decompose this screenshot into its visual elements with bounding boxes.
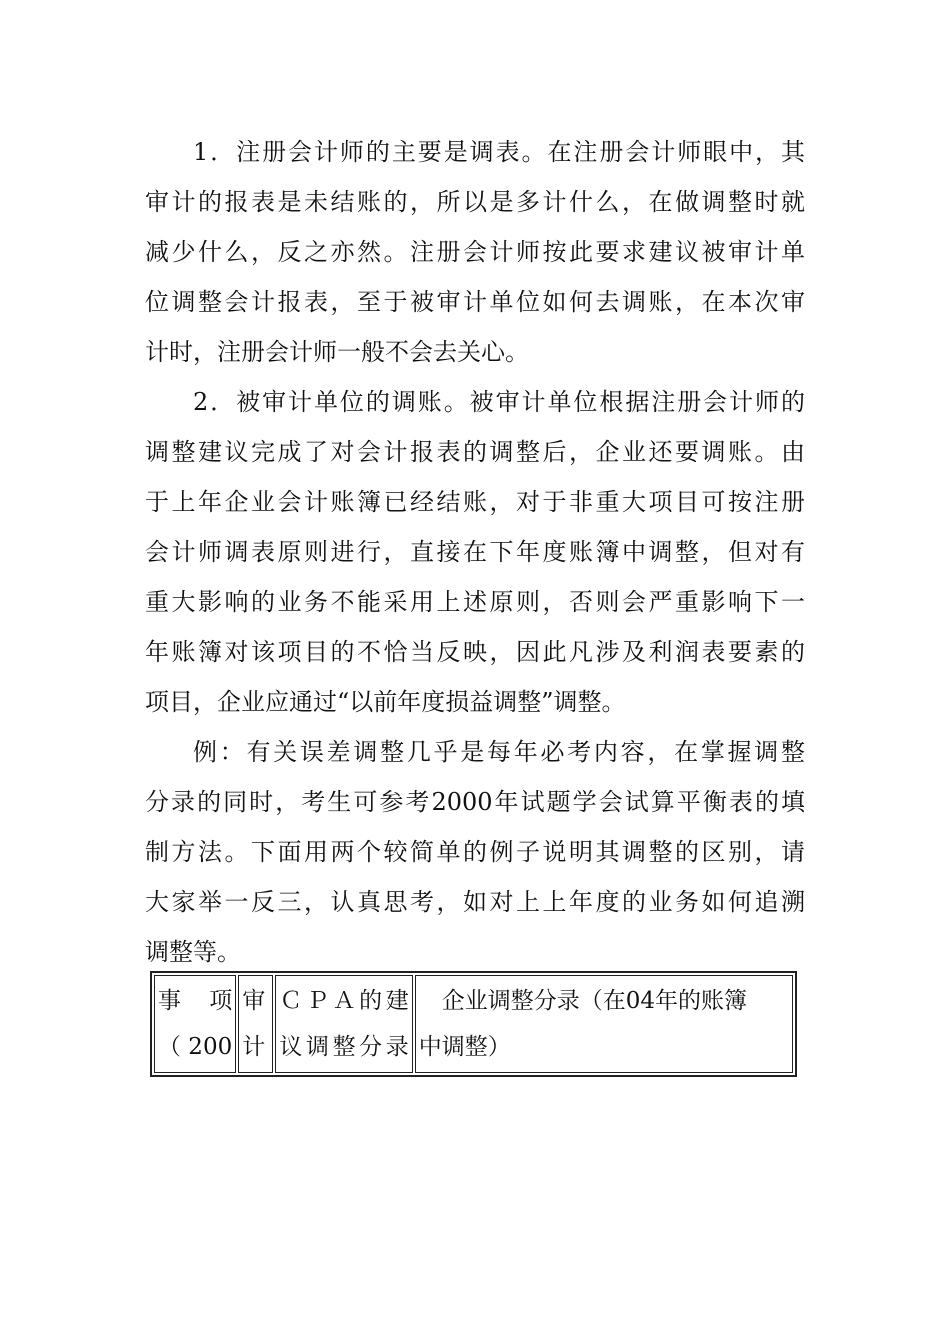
- paragraph-2: [145, 377, 805, 727]
- text-line: 减少什么，反之亦然。注册会计师按此要求建议被审计单: [145, 238, 805, 266]
- table-cell-item: [154, 975, 236, 1073]
- text-line: 例：有关误差调整几乎是每年必考内容，在掌握调整: [193, 738, 805, 766]
- paragraph-3: [145, 727, 805, 977]
- paragraph-1: [145, 127, 805, 377]
- cell-text: 中调整）: [418, 1034, 511, 1060]
- cell-text: （ 200: [158, 1034, 233, 1060]
- text-line: 重大影响的业务不能采用上述原则，否则会严重影响下一: [145, 588, 805, 616]
- table-cell-audit: [238, 975, 273, 1073]
- text-line: 位调整会计报表，至于被审计单位如何去调账，在本次审: [145, 288, 805, 316]
- text-line: 1．注册会计师的主要是调表。在注册会计师眼中，其: [193, 138, 805, 166]
- table-cell-company-entry: [415, 975, 793, 1073]
- text-line: 调整建议完成了对会计报表的调整后，企业还要调账。由: [145, 438, 805, 466]
- adjustment-table: [150, 971, 797, 1077]
- text-line: 2．被审计单位的调账。被审计单位根据注册会计师的: [193, 388, 805, 416]
- table-row: [154, 975, 793, 1073]
- cell-text: 企业调整分录（在04年的账簿: [418, 988, 748, 1014]
- cell-text: 计: [242, 1034, 266, 1060]
- text-line: 制方法。下面用两个较简单的例子说明其调整的区别，请: [145, 838, 805, 866]
- text-line: 项目，企业应通过“以前年度损益调整”调整。: [145, 688, 626, 716]
- cell-text: 事 项: [158, 988, 233, 1014]
- cell-text: 议调整分录: [279, 1034, 409, 1060]
- text-line: 调整等。: [145, 938, 241, 966]
- text-line: 计时，注册会计师一般不会去关心。: [145, 338, 529, 366]
- cell-text: 审: [242, 988, 266, 1014]
- body-text: [145, 127, 805, 977]
- text-line: 于上年企业会计账簿已经结账，对于非重大项目可按注册: [145, 488, 805, 516]
- text-line: 会计师调表原则进行，直接在下年度账簿中调整，但对有: [145, 538, 805, 566]
- text-line: 年账簿对该项目的不恰当反映，因此凡涉及利润表要素的: [145, 638, 805, 666]
- cell-text: ＣＰＡ的建: [279, 988, 409, 1014]
- text-line: 大家举一反三，认真思考，如对上上年度的业务如何追溯: [145, 888, 805, 916]
- text-line: 审计的报表是未结账的，所以是多计什么，在做调整时就: [145, 188, 805, 216]
- text-line: 分录的同时，考生可参考2000年试题学会试算平衡表的填: [145, 788, 805, 816]
- table-cell-cpa-entry: [275, 975, 412, 1073]
